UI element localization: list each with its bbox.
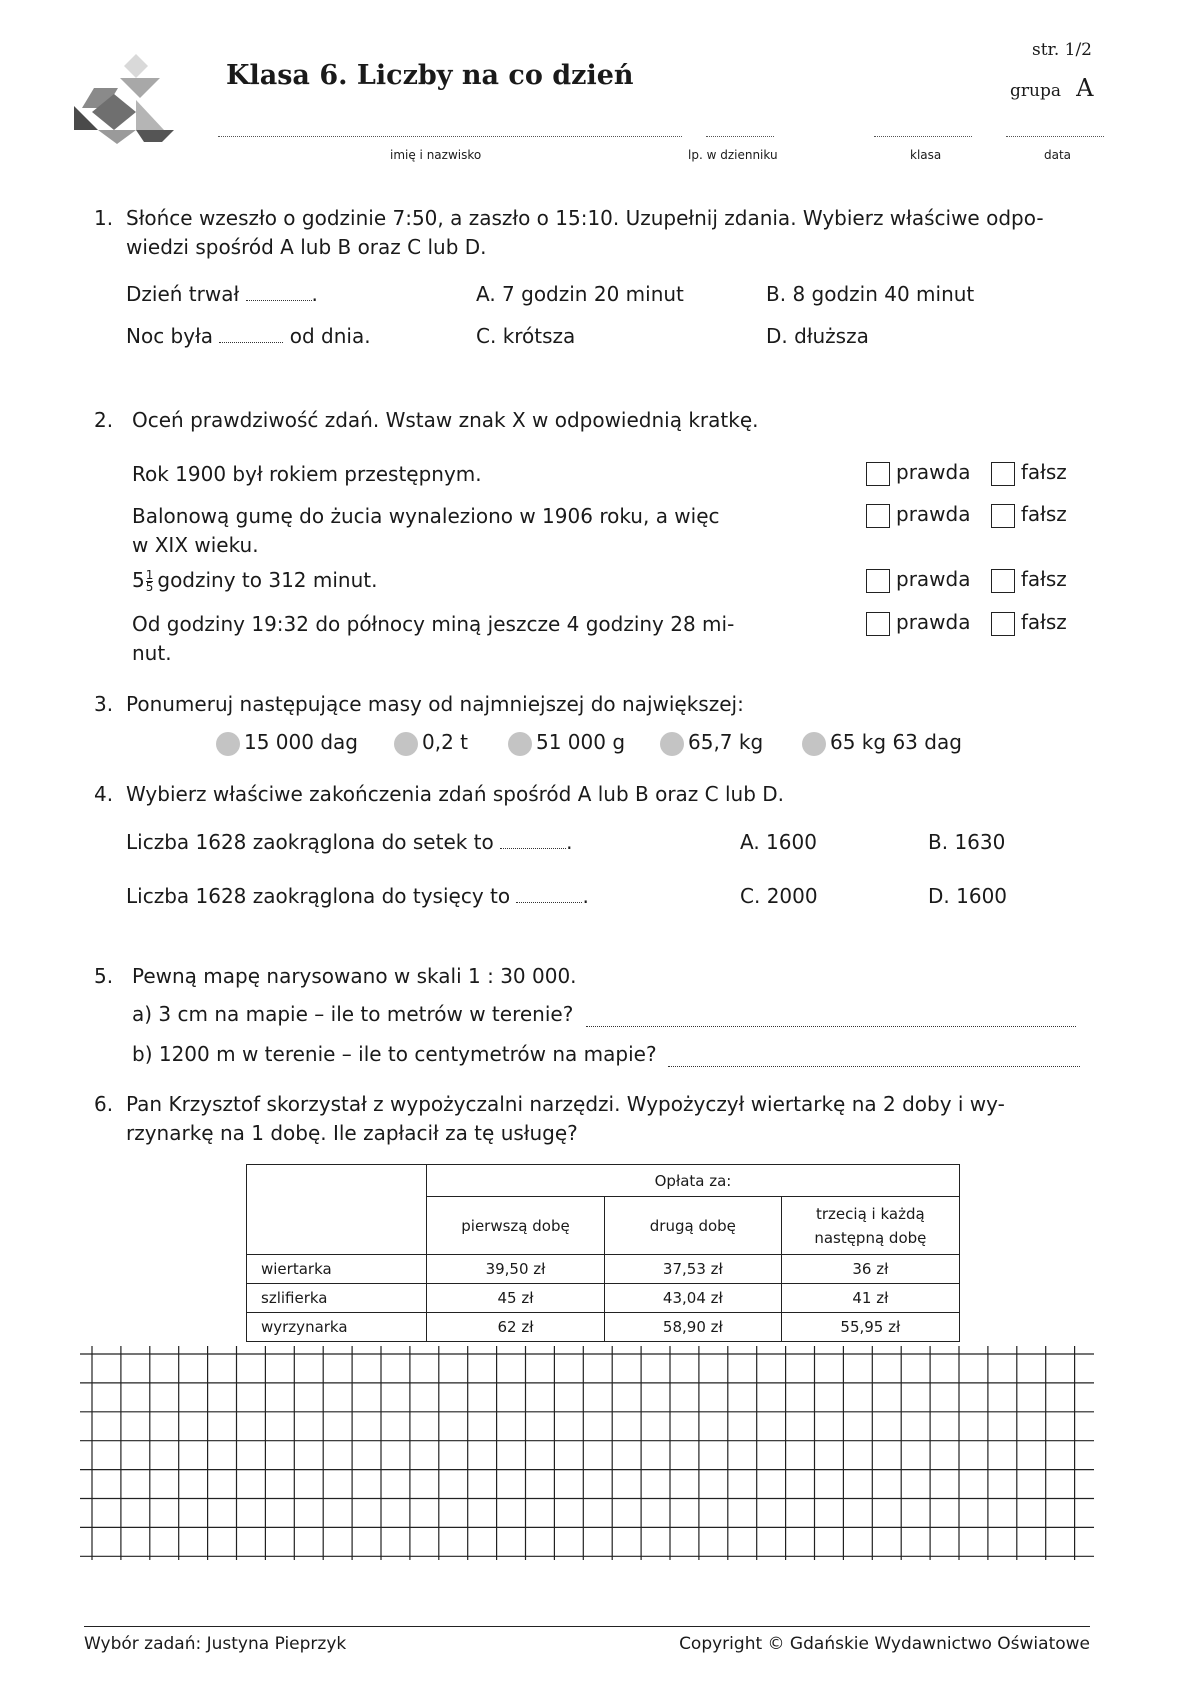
false-checkbox[interactable] <box>991 612 1015 636</box>
number-circle[interactable] <box>802 732 826 756</box>
sentence-end: . <box>582 884 589 908</box>
question-3-text: Ponumeruj następujące masy od najmniejszej do największej: <box>126 692 744 716</box>
question-4-text: Wybierz właściwe zakończenia zdań spośród A lub B oraz C lub D. <box>126 782 785 806</box>
true-label: prawda <box>896 567 971 591</box>
question-2-text: Oceń prawdziwość zdań. Wstaw znak X w odpowiednią kratkę. <box>132 408 759 432</box>
mass-value: 15 000 dag <box>244 730 358 754</box>
false-checkbox[interactable] <box>991 569 1015 593</box>
option-a[interactable] <box>476 280 684 308</box>
number-circle[interactable] <box>394 732 418 756</box>
table-corner-cell <box>247 1165 427 1255</box>
number-circle[interactable] <box>508 732 532 756</box>
option-letter: C. <box>476 324 497 348</box>
true-checkbox[interactable] <box>866 504 890 528</box>
answer-5a-line[interactable] <box>586 1008 1076 1027</box>
question-4-number: 4. <box>94 782 114 806</box>
q4-option-b[interactable] <box>928 828 1005 856</box>
fraction-whole: 5 <box>132 568 145 592</box>
question-1-sentence-1 <box>126 280 318 308</box>
fraction-numerator: 1 <box>145 568 154 582</box>
cell-first-day: 62 zł <box>426 1313 604 1342</box>
false-checkbox[interactable] <box>991 462 1015 486</box>
number-circle[interactable] <box>216 732 240 756</box>
date-field-line[interactable] <box>1006 124 1104 137</box>
tf-row-4 <box>866 610 1067 636</box>
statement-3 <box>132 566 377 594</box>
col-header-third-day <box>781 1197 959 1255</box>
option-letter: A. <box>476 282 496 306</box>
col-header-third-day-line2: następną dobę <box>814 1228 927 1247</box>
number-circle[interactable] <box>660 732 684 756</box>
class-field-line[interactable] <box>874 124 972 137</box>
option-d[interactable] <box>766 322 869 350</box>
option-letter: A. <box>740 830 760 854</box>
true-label: prawda <box>896 610 971 634</box>
question-1-text-line1: Słońce wzeszło o godzinie 7:50, a zaszło o 15:10. Uzupełnij zdania. Wybierz właściwe odpo- <box>126 206 1044 230</box>
statement-4-line2: nut. <box>132 641 172 665</box>
false-label: fałsz <box>1020 610 1067 634</box>
fraction-denominator: 5 <box>145 580 154 594</box>
tf-row-2 <box>866 502 1067 528</box>
worksheet-title: Klasa 6. Liczby na co dzień <box>226 60 634 91</box>
option-text: 1600 <box>766 830 817 854</box>
true-label: prawda <box>896 460 971 484</box>
question-6-text-line1: Pan Krzysztof skorzystał z wypożyczalni narzędzi. Wypożyczył wiertarkę na 2 doby i wy- <box>126 1092 1005 1116</box>
cell-second-day: 37,53 zł <box>605 1255 782 1284</box>
option-text: 1630 <box>954 830 1006 854</box>
col-header-first-day: pierwszą dobę <box>426 1197 604 1255</box>
question-6-number: 6. <box>94 1092 114 1116</box>
group-label-text: grupa <box>1010 81 1061 101</box>
answer-5b-line[interactable] <box>668 1048 1080 1067</box>
footer-author: Wybór zadań: Justyna Pieprzyk <box>84 1634 347 1654</box>
false-label: fałsz <box>1020 460 1067 484</box>
cell-third-day: 36 zł <box>781 1255 959 1284</box>
cell-first-day: 45 zł <box>426 1284 604 1313</box>
page-number: str. 1/2 <box>1032 40 1092 60</box>
row-tool: szlifierka <box>247 1284 427 1313</box>
sentence-text: Dzień trwał <box>126 282 240 306</box>
answer-grid[interactable] <box>80 1346 1094 1560</box>
table-row <box>247 1284 960 1313</box>
mass-value: 51 000 g <box>536 730 626 754</box>
question-4-sentence-1 <box>126 828 572 856</box>
name-field-label: imię i nazwisko <box>390 148 482 162</box>
mass-item-5[interactable] <box>802 728 962 756</box>
answer-blank[interactable] <box>516 884 582 903</box>
sentence-end: . <box>311 282 318 306</box>
option-letter: D. <box>928 884 950 908</box>
true-label: prawda <box>896 502 971 526</box>
question-5-text: Pewną mapę narysowano w skali 1 : 30 000. <box>132 964 577 988</box>
footer-copyright: Copyright © Gdańskie Wydawnictwo Oświatowe <box>679 1634 1090 1654</box>
fraction <box>146 570 154 593</box>
tf-row-1 <box>866 460 1067 486</box>
mass-value: 0,2 t <box>422 730 469 754</box>
option-text: 2000 <box>766 884 818 908</box>
statement-4-line1: Od godziny 19:32 do północy miną jeszcze 4 godziny 28 mi- <box>132 612 735 636</box>
sentence-text: Liczba 1628 zaokrąglona do tysięcy to <box>126 884 511 908</box>
question-6-text-line2: rzynarkę na 1 dobę. Ile zapłacił za tę usługę? <box>126 1121 578 1145</box>
table-row <box>247 1313 960 1342</box>
false-label: fałsz <box>1020 567 1067 591</box>
option-text: krótsza <box>502 324 576 348</box>
question-2-number: 2. <box>94 408 114 432</box>
journal-number-field-line[interactable] <box>706 124 774 137</box>
date-field-label: data <box>1044 148 1072 162</box>
statement-3-text: godziny to 312 minut. <box>157 568 378 592</box>
row-tool: wyrzynarka <box>247 1313 427 1342</box>
q4-option-d[interactable] <box>928 882 1007 910</box>
sentence-text: Noc była <box>126 324 214 348</box>
mass-item-4[interactable] <box>660 728 763 756</box>
tf-row-3 <box>866 567 1067 593</box>
question-5-number: 5. <box>94 964 114 988</box>
question-5a: a) 3 cm na mapie – ile to metrów w terenie? <box>132 1002 574 1026</box>
statement-1: Rok 1900 był rokiem przestępnym. <box>132 462 482 486</box>
table-group-header: Opłata za: <box>426 1165 959 1197</box>
true-checkbox[interactable] <box>866 462 890 486</box>
option-text: dłuższa <box>794 324 869 348</box>
false-label: fałsz <box>1020 502 1067 526</box>
cell-second-day: 58,90 zł <box>605 1313 782 1342</box>
footer-rule <box>84 1626 1090 1627</box>
mass-value: 65 kg 63 dag <box>830 730 962 754</box>
col-header-second-day: drugą dobę <box>605 1197 782 1255</box>
col-header-third-day-line1: trzecią i każdą <box>816 1204 925 1223</box>
question-1-text-line2: wiedzi spośród A lub B oraz C lub D. <box>126 235 487 259</box>
option-b[interactable] <box>766 280 974 308</box>
cell-third-day: 55,95 zł <box>781 1313 959 1342</box>
option-text: 1600 <box>956 884 1008 908</box>
rental-price-table <box>246 1164 960 1342</box>
option-text: 8 godzin 40 minut <box>792 282 975 306</box>
option-letter: B. <box>928 830 949 854</box>
question-1-sentence-2 <box>126 322 371 350</box>
mass-item-2[interactable] <box>394 728 468 756</box>
mass-item-1[interactable] <box>216 728 358 756</box>
false-checkbox[interactable] <box>991 504 1015 528</box>
option-c[interactable] <box>476 322 575 350</box>
mass-item-3[interactable] <box>508 728 625 756</box>
sentence-text-end: od dnia. <box>289 324 371 348</box>
question-1-number: 1. <box>94 206 114 230</box>
class-field-label: klasa <box>910 148 942 162</box>
statement-2-line2: w XIX wieku. <box>132 533 259 557</box>
row-tool: wiertarka <box>247 1255 427 1284</box>
answer-blank[interactable] <box>219 324 283 343</box>
q4-option-c[interactable] <box>740 882 818 910</box>
option-letter: B. <box>766 282 787 306</box>
option-text: 7 godzin 20 minut <box>502 282 684 306</box>
option-letter: D. <box>766 324 788 348</box>
q4-option-a[interactable] <box>740 828 817 856</box>
sentence-end: . <box>566 830 573 854</box>
name-field-line[interactable] <box>218 124 682 137</box>
true-checkbox[interactable] <box>866 569 890 593</box>
sentence-text: Liczba 1628 zaokrąglona do setek to <box>126 830 494 854</box>
question-3-number: 3. <box>94 692 114 716</box>
answer-blank[interactable] <box>246 282 312 301</box>
cell-third-day: 41 zł <box>781 1284 959 1313</box>
option-letter: C. <box>740 884 761 908</box>
answer-blank[interactable] <box>500 830 566 849</box>
journal-number-field-label: lp. w dzienniku <box>688 148 778 162</box>
cell-first-day: 39,50 zł <box>426 1255 604 1284</box>
true-checkbox[interactable] <box>866 612 890 636</box>
publisher-logo <box>74 54 180 144</box>
group-value: A <box>1076 74 1094 102</box>
cell-second-day: 43,04 zł <box>605 1284 782 1313</box>
question-5b: b) 1200 m w terenie – ile to centymetrów na mapie? <box>132 1042 657 1066</box>
statement-2-line1: Balonową gumę do żucia wynaleziono w 1906 roku, a więc <box>132 504 720 528</box>
group-label <box>1010 74 1093 102</box>
question-4-sentence-2 <box>126 882 589 910</box>
mass-value: 65,7 kg <box>688 730 764 754</box>
table-row <box>247 1255 960 1284</box>
